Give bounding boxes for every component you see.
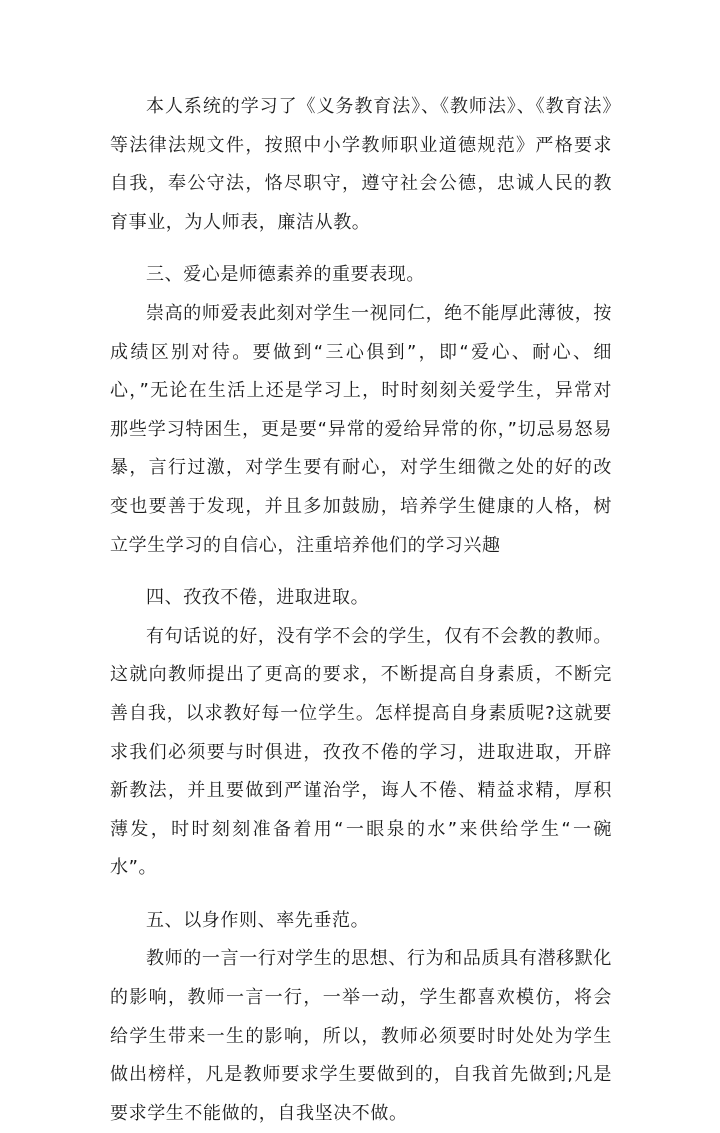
section-heading-5: 五、以身作则、率先垂范。: [146, 909, 370, 931]
section-heading-3: 三、爱心是师德素养的重要表现。: [146, 264, 425, 286]
paragraph-example: 教师的一言一行对学生的思想、行为和品质具有潜移默化的影响，教师一言一行，一举一动，学生都喜欢模仿，将会给学生带来一生的影响，所以，教师必须要时时处处为学生做出榜样，凡是教师要求学生要做到的，自我首先做到;凡是要求学生不能做的，自我坚决不做。: [110, 948, 612, 1124]
paragraph-diligence: 有句话说的好，没有学不会的学生，仅有不会教的教师。这就向教师提出了更高的要求，不断提高自身素质，不断完善自我，以求教好每一位学生。怎样提高自身素质呢?这就要求我们必须要与时俱进，孜孜不倦的学习，进取进取，开辟新教法，并且要做到严谨治学，诲人不倦、精益求精，厚积薄发，时时刻刻准备着用“一眼泉的水”来供给学生“一碗水”。: [110, 625, 612, 879]
paragraph-love: 崇高的师爱表此刻对学生一视同仁，绝不能厚此薄彼，按成绩区别对待。要做到“三心俱到”，即“爱心、耐心、细心，”无论在生活上还是学习上，时时刻刻关爱学生，异常对那些学习特困生，更是要“异常的爱给异常的你，”切忌易怒易暴，言行过激，对学生要有耐心，对学生细微之处的好的改变也要善于发现，并且多加鼓励，培养学生健康的人格，树立学生学习的自信心，注重培养他们的学习兴趣: [110, 302, 612, 556]
section-heading-4: 四、孜孜不倦，进取进取。: [146, 587, 370, 609]
paragraph-laws: 本人系统的学习了《义务教育法》、《教师法》、《教育法》等法律法规文件，按照中小学教师职业道德规范》严格要求自我，奉公守法，恪尽职守，遵守社会公德，忠诚人民的教育事业，为人师表，廉洁从教。: [110, 96, 612, 233]
